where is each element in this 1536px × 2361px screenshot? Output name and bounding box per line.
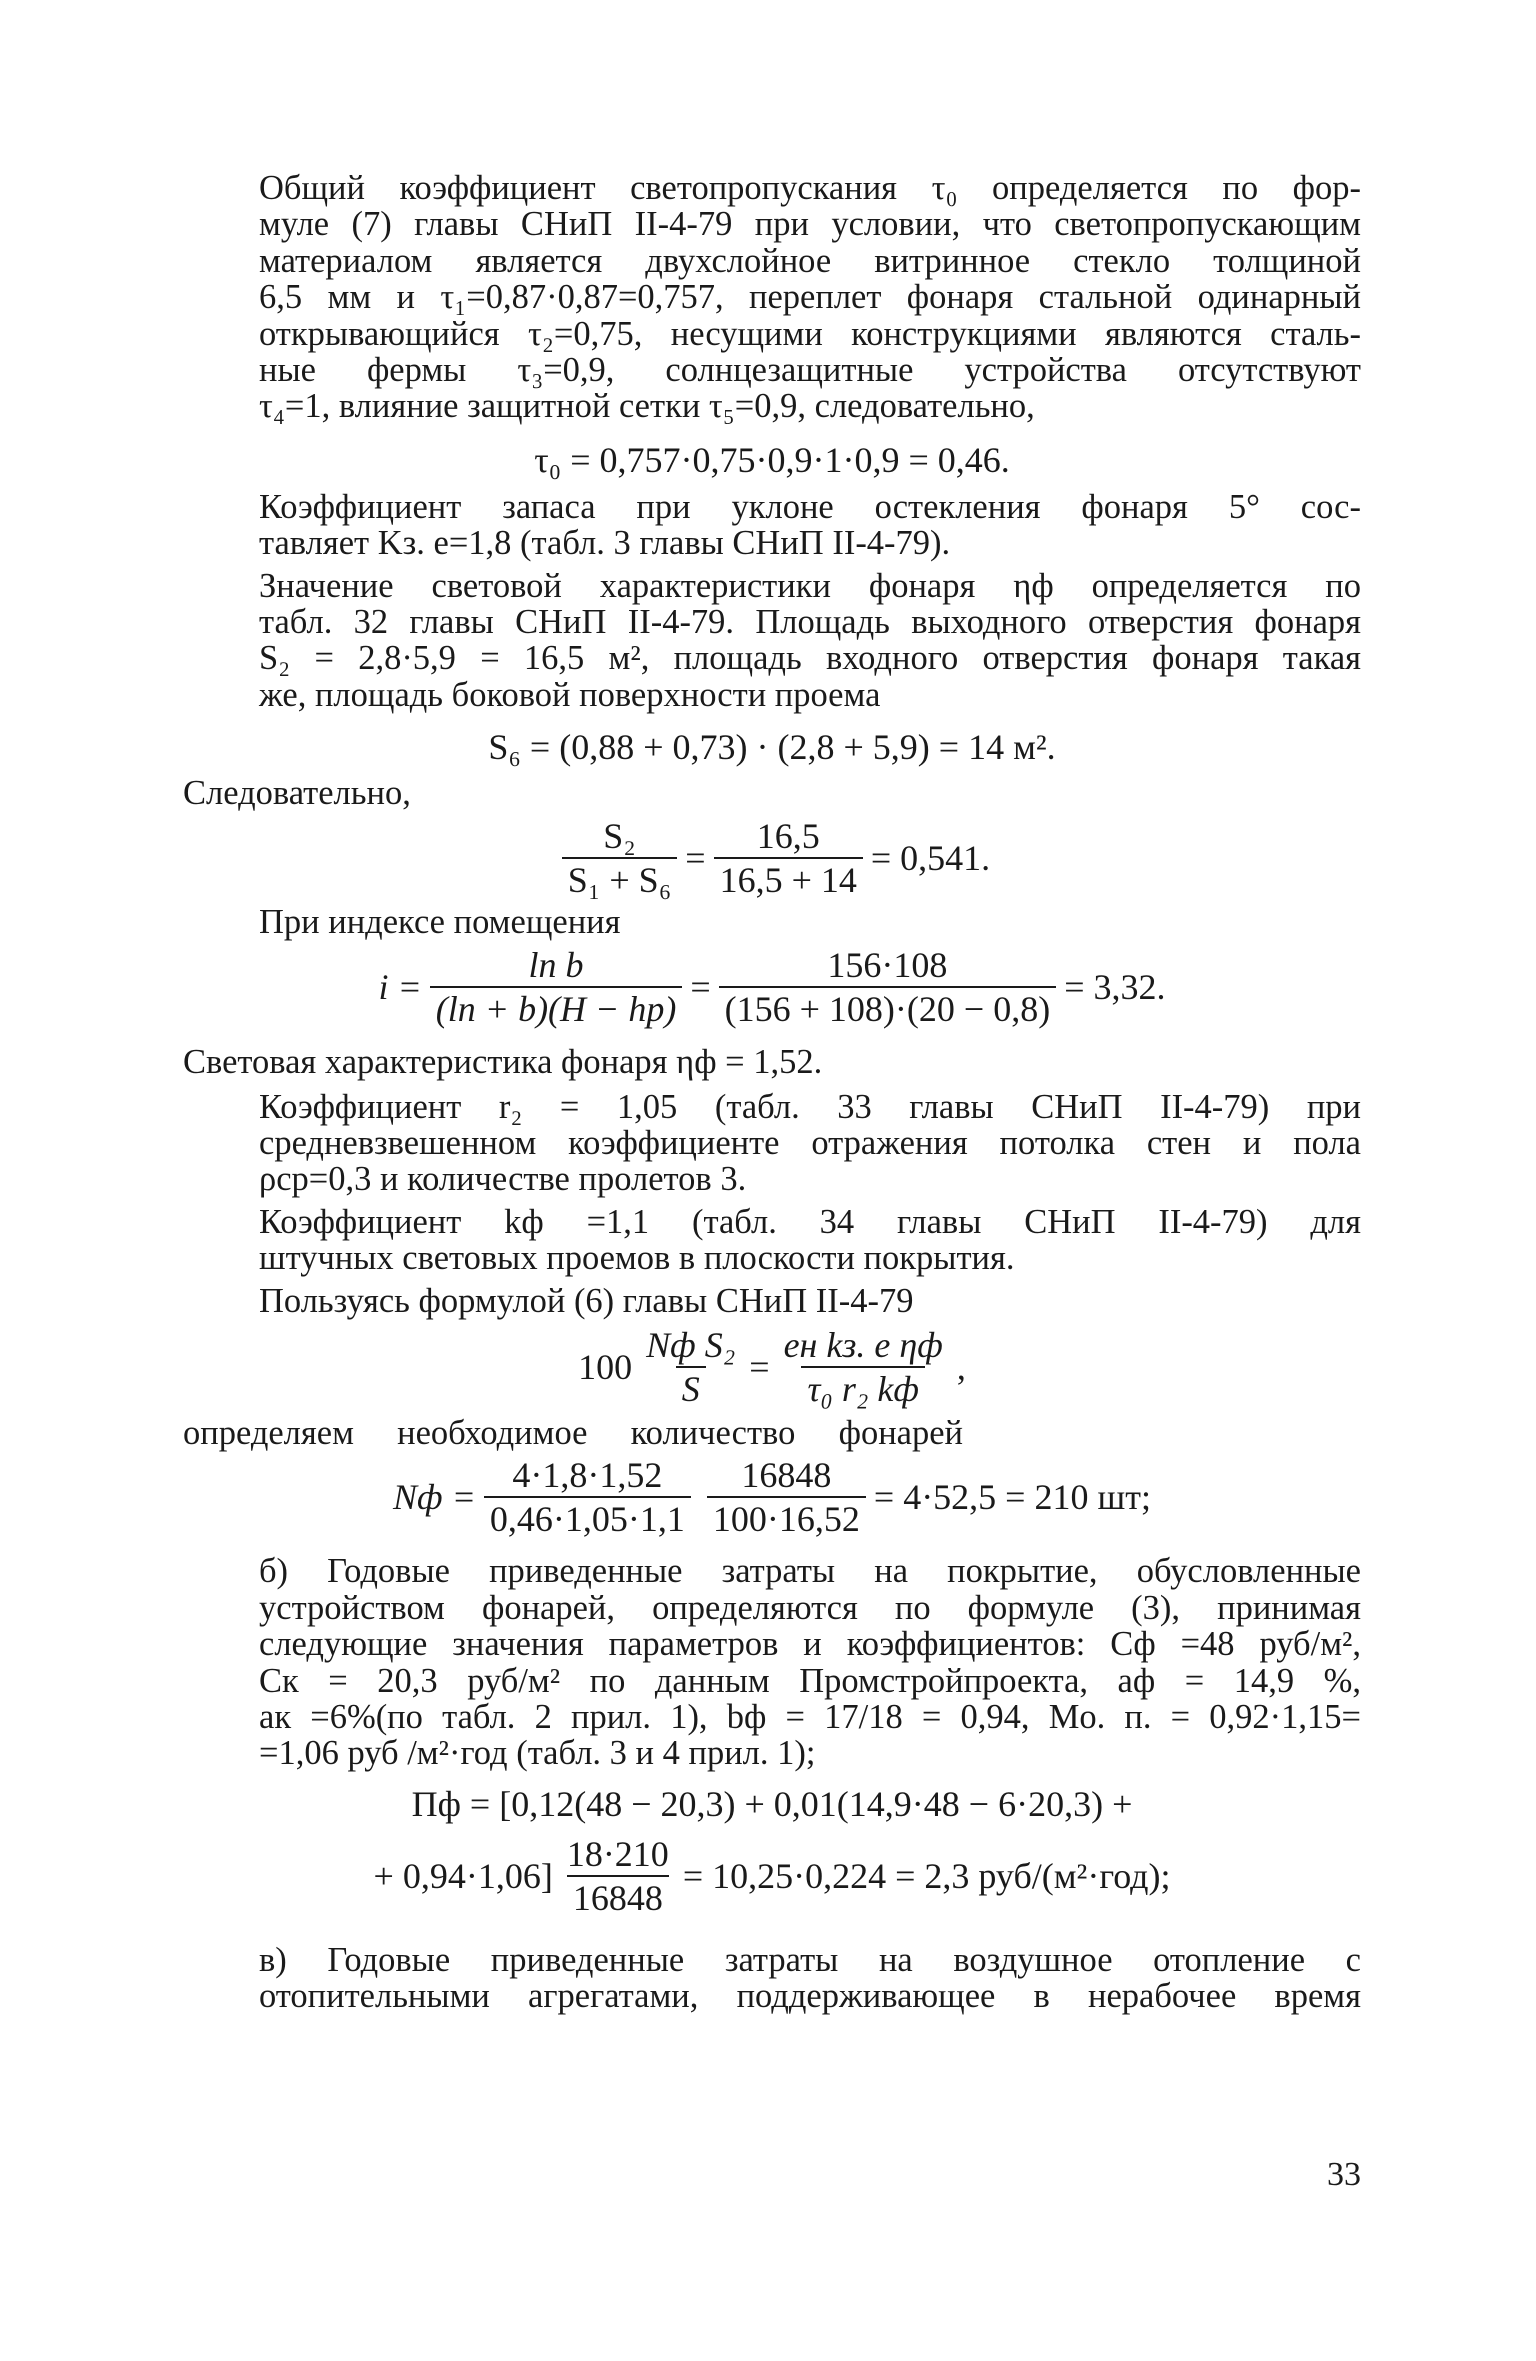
text-line: штучных световых проемов в плоскости покрытия.: [259, 1239, 1015, 1278]
fraction-numerator: 156·108: [827, 945, 948, 986]
text-line: ρср=0,3 и количестве пролетов 3.: [259, 1160, 747, 1199]
equation-lhs: i =: [378, 967, 422, 1008]
fraction-numerator: S₂: [603, 815, 636, 856]
fraction-denominator: 0,46·1,05·1,1: [484, 1496, 691, 1538]
fraction: [714, 817, 863, 899]
fraction-numerator: eн kз. е ηф: [783, 1324, 943, 1365]
fraction-denominator: 100·16,52: [707, 1496, 866, 1538]
text-line: в) Годовые приведенные затраты на воздушное отопление с: [259, 1940, 1361, 1979]
equation-pf-line2: [183, 1830, 1361, 1922]
page-number: 33: [1327, 2156, 1361, 2193]
text-line: =1,06 руб /м²·год (табл. 3 и 4 прил. 1);: [259, 1734, 816, 1773]
text-line: При индексе помещения: [259, 902, 621, 941]
text-line: S₂ = 2,8·5,9 = 16,5 м², площадь входного отверстия фонаря такая: [259, 639, 1361, 678]
fraction-denominator: (lп + b)(H − hр): [430, 986, 683, 1028]
equation-area-ratio: [183, 816, 1361, 900]
equation-side-area: S₆ = (0,88 + 0,73) · (2,8 + 5,9) = 14 м².: [488, 727, 1056, 768]
fraction-denominator: S: [676, 1366, 706, 1408]
fraction-numerator: lп b: [528, 945, 584, 986]
equation-tau0: τ₀ = 0,757·0,75·0,9·1·0,9 = 0,46.: [534, 439, 1010, 480]
fraction: [484, 1456, 691, 1538]
fraction: [707, 1456, 866, 1538]
paragraph-air-heating: [183, 1942, 1361, 2015]
equation-result: = 4·52,5 = 210 шт;: [873, 1477, 1151, 1518]
text-line: Значение световой характеристики фонаря ηф определяется по: [259, 566, 1361, 605]
paragraph-light-characteristic: [183, 568, 1361, 714]
fraction-numerator: 4·1,8·1,52: [512, 1455, 663, 1496]
equals-sign: =: [749, 1346, 770, 1387]
equation-prefix: + 0,94·1,06]: [373, 1855, 553, 1896]
text-line: отопительными агрегатами, поддерживающее в нерабочее время: [259, 1977, 1361, 2016]
text-line: открывающийся τ₂=0,75, несущими конструкциями являются сталь-: [259, 314, 1361, 353]
text-line: ные фермы τ₃=0,9, солнцезащитные устройства отсутствуют: [259, 351, 1361, 390]
equation-lantern-count: [183, 1451, 1361, 1543]
equals-sign: =: [685, 837, 706, 878]
text-line: тавляет Kз. е=1,8 (табл. 3 главы СНиП II-4-79).: [259, 524, 951, 563]
text-line: 6,5 мм и τ₁=0,87·0,87=0,757, переплет фонаря стальной одинарный: [259, 278, 1361, 317]
fraction-numerator: 18·210: [566, 1833, 669, 1874]
text-line: устройством фонарей, определяются по формуле (3), принимая: [259, 1588, 1361, 1627]
text-line: материалом является двухслойное витринное стекло толщиной: [259, 241, 1361, 280]
paragraph-kf: [183, 1204, 1361, 1277]
equation-room-index: [183, 940, 1361, 1034]
text-line: муле (7) главы СНиП II-4-79 при условии, что светопропускающим: [259, 205, 1361, 244]
paragraph-annual-costs: [183, 1553, 1361, 1771]
text-line: следующие значения параметров и коэффициентов: Cф =48 руб/м²,: [259, 1625, 1361, 1664]
text-line: б) Годовые приведенные затраты на покрытие, обусловленные: [259, 1552, 1361, 1591]
text-line: Коэффициент r₂ = 1,05 (табл. 33 главы СНиП II-4-79) при: [259, 1087, 1361, 1126]
equals-sign: =: [690, 967, 711, 1008]
fraction-denominator: (156 + 108)·(20 − 0,8): [719, 986, 1057, 1028]
fraction: [430, 946, 683, 1028]
equation-result: = 10,25·0,224 = 2,3 руб/(м²·год);: [682, 1855, 1171, 1896]
equation-lhs: Nф =: [393, 1477, 476, 1518]
fraction: [562, 817, 677, 899]
text-line: Пользуясь формулой (6) главы СНиП II-4-79: [259, 1281, 914, 1320]
fraction: [778, 1326, 949, 1408]
text-column: [183, 170, 1361, 2021]
fraction-numerator: Nф S₂: [646, 1324, 736, 1365]
text-line: же, площадь боковой поверхности проема: [259, 675, 881, 714]
fraction-denominator: 16848: [567, 1875, 669, 1917]
paragraph-r2: [183, 1089, 1361, 1198]
equation-pf-line1: Пф = [0,12(48 − 20,3) + 0,01(14,9·48 − 6·20,3) +: [411, 1783, 1133, 1824]
paragraph-safety-factor: [183, 489, 1361, 562]
text-line: средневзвешенном коэффициенте отражения потолка стен и пола: [259, 1123, 1361, 1162]
text-line: Общий коэффициент светопропускания τ₀ определяется по фор-: [259, 169, 1361, 207]
fraction-numerator: 16848: [741, 1455, 832, 1496]
text-line: Следовательно,: [183, 774, 411, 813]
paragraph-transmittance: [183, 170, 1361, 425]
text-line: табл. 32 главы СНиП II-4-79. Площадь выходного отверстия фонаря: [259, 603, 1361, 642]
equation-suffix: ,: [956, 1346, 966, 1387]
equation-prefix: 100: [578, 1346, 633, 1387]
fraction: [719, 946, 1057, 1028]
text-line: Коэффициент запаса при уклоне остекления фонаря 5° сос-: [259, 487, 1361, 526]
fraction-denominator: S₁ + S₆: [562, 857, 677, 899]
text-line: τ₄=1, влияние защитной сетки τ₅=0,9, следовательно,: [259, 387, 1035, 426]
fraction-numerator: 16,5: [756, 815, 820, 856]
text-line: Коэффициент kф =1,1 (табл. 34 главы СНиП II-4-79) для: [259, 1202, 1361, 1241]
equation-result: = 3,32.: [1064, 967, 1166, 1008]
text-line: Световая характеристика фонаря ηф = 1,52.: [183, 1043, 823, 1082]
text-line: aк =6%(по табл. 2 прил. 1), bф = 17/18 = 0,94, Mо. п. = 0,92·1,15=: [259, 1697, 1361, 1736]
fraction: [561, 1835, 675, 1917]
equation-formula-6: [183, 1319, 1361, 1415]
fraction-denominator: τ₀ r₂ kф: [801, 1366, 924, 1408]
fraction: [640, 1326, 741, 1408]
text-line: определяем необходимое количество фонарей: [183, 1413, 963, 1452]
text-line: Cк = 20,3 руб/м² по данным Промстройпроекта, aф = 14,9 %,: [259, 1661, 1361, 1700]
equation-result: = 0,541.: [870, 837, 991, 878]
fraction-denominator: 16,5 + 14: [714, 857, 863, 899]
